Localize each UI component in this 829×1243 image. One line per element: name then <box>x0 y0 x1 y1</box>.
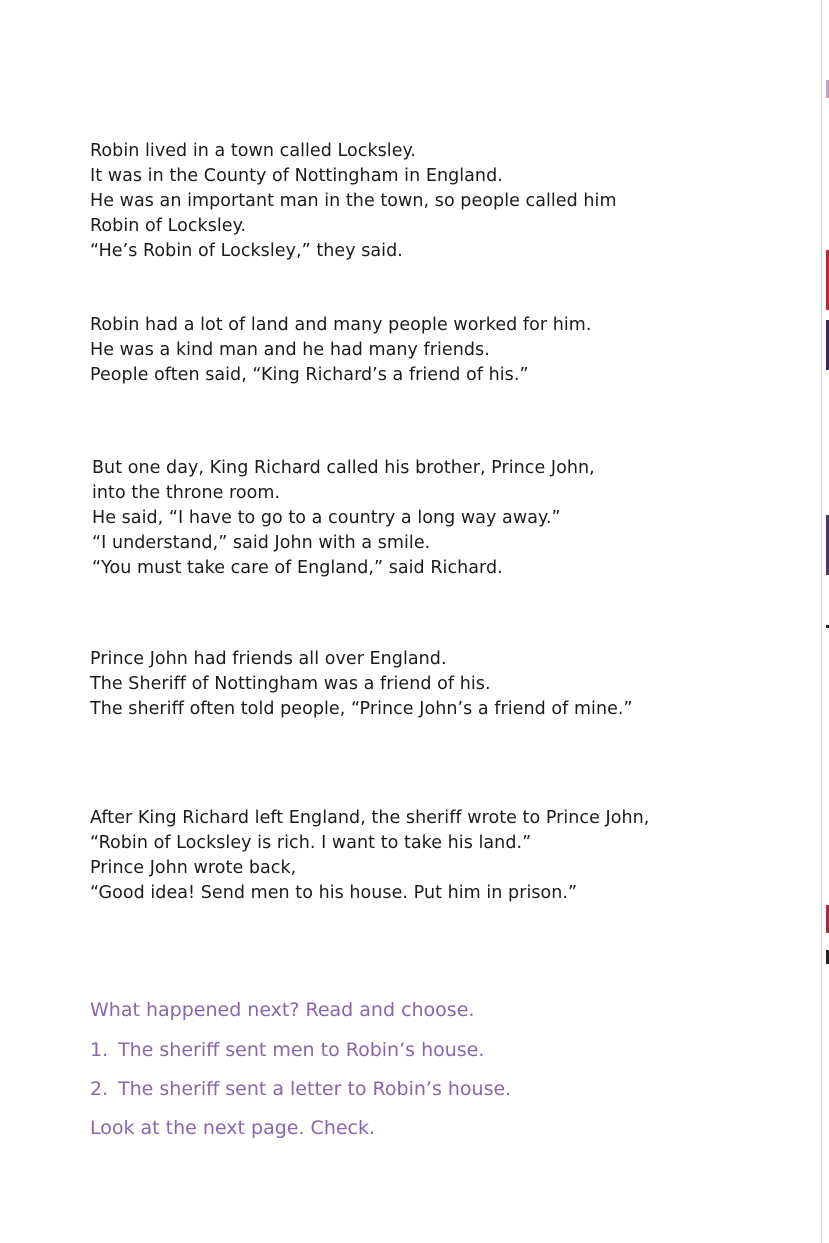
story-line: The Sheriff of Nottingham was a friend of his. <box>90 674 491 694</box>
story-line: Robin lived in a town called Locksley. <box>90 141 417 161</box>
story-line: He said, “I have to go to a country a long way away.” <box>92 508 561 528</box>
story-line: “I understand,” said John with a smile. <box>92 533 431 553</box>
story-line: “You must take care of England,” said Richard. <box>92 558 503 578</box>
adjacent-page-edge <box>821 0 829 1243</box>
story-line: It was in the County of Nottingham in England. <box>90 166 503 186</box>
story-line: “Good idea! Send men to his house. Put him in prison.” <box>90 883 578 903</box>
story-line: Prince John wrote back, <box>90 858 297 878</box>
option-number: 2. <box>90 1078 109 1100</box>
activity-option-2[interactable] <box>90 1077 511 1101</box>
activity-option-1[interactable] <box>90 1038 484 1062</box>
story-line: People often said, “King Richard’s a friend of his.” <box>90 365 529 385</box>
story-line: But one day, King Richard called his brother, Prince John, <box>92 458 595 478</box>
story-line: “He’s Robin of Locksley,” they said. <box>90 241 403 261</box>
story-line: After King Richard left England, the sheriff wrote to Prince John, <box>90 808 650 828</box>
activity-question: What happened next? Read and choose. <box>90 999 475 1021</box>
story-line: He was a kind man and he had many friends. <box>90 340 490 360</box>
story-paragraph-2 <box>90 313 592 388</box>
story-line: Robin had a lot of land and many people worked for him. <box>90 315 592 335</box>
story-line: “Robin of Locksley is rich. I want to take his land.” <box>90 833 532 853</box>
story-line: The sheriff often told people, “Prince John’s a friend of mine.” <box>90 699 633 719</box>
activity-instruction: Look at the next page. Check. <box>90 1117 376 1139</box>
story-paragraph-3 <box>92 456 595 581</box>
story-line: Prince John had friends all over England. <box>90 649 447 669</box>
story-line: He was an important man in the town, so people called him <box>90 191 617 211</box>
story-paragraph-4 <box>90 647 633 722</box>
story-line: Robin of Locksley. <box>90 216 247 236</box>
story-paragraph-1 <box>90 139 617 264</box>
option-number: 1. <box>90 1039 109 1061</box>
option-text: The sheriff sent a letter to Robin’s house. <box>118 1078 512 1100</box>
story-line: into the throne room. <box>92 483 281 503</box>
story-paragraph-5 <box>90 806 649 906</box>
option-text: The sheriff sent men to Robin’s house. <box>118 1039 485 1061</box>
